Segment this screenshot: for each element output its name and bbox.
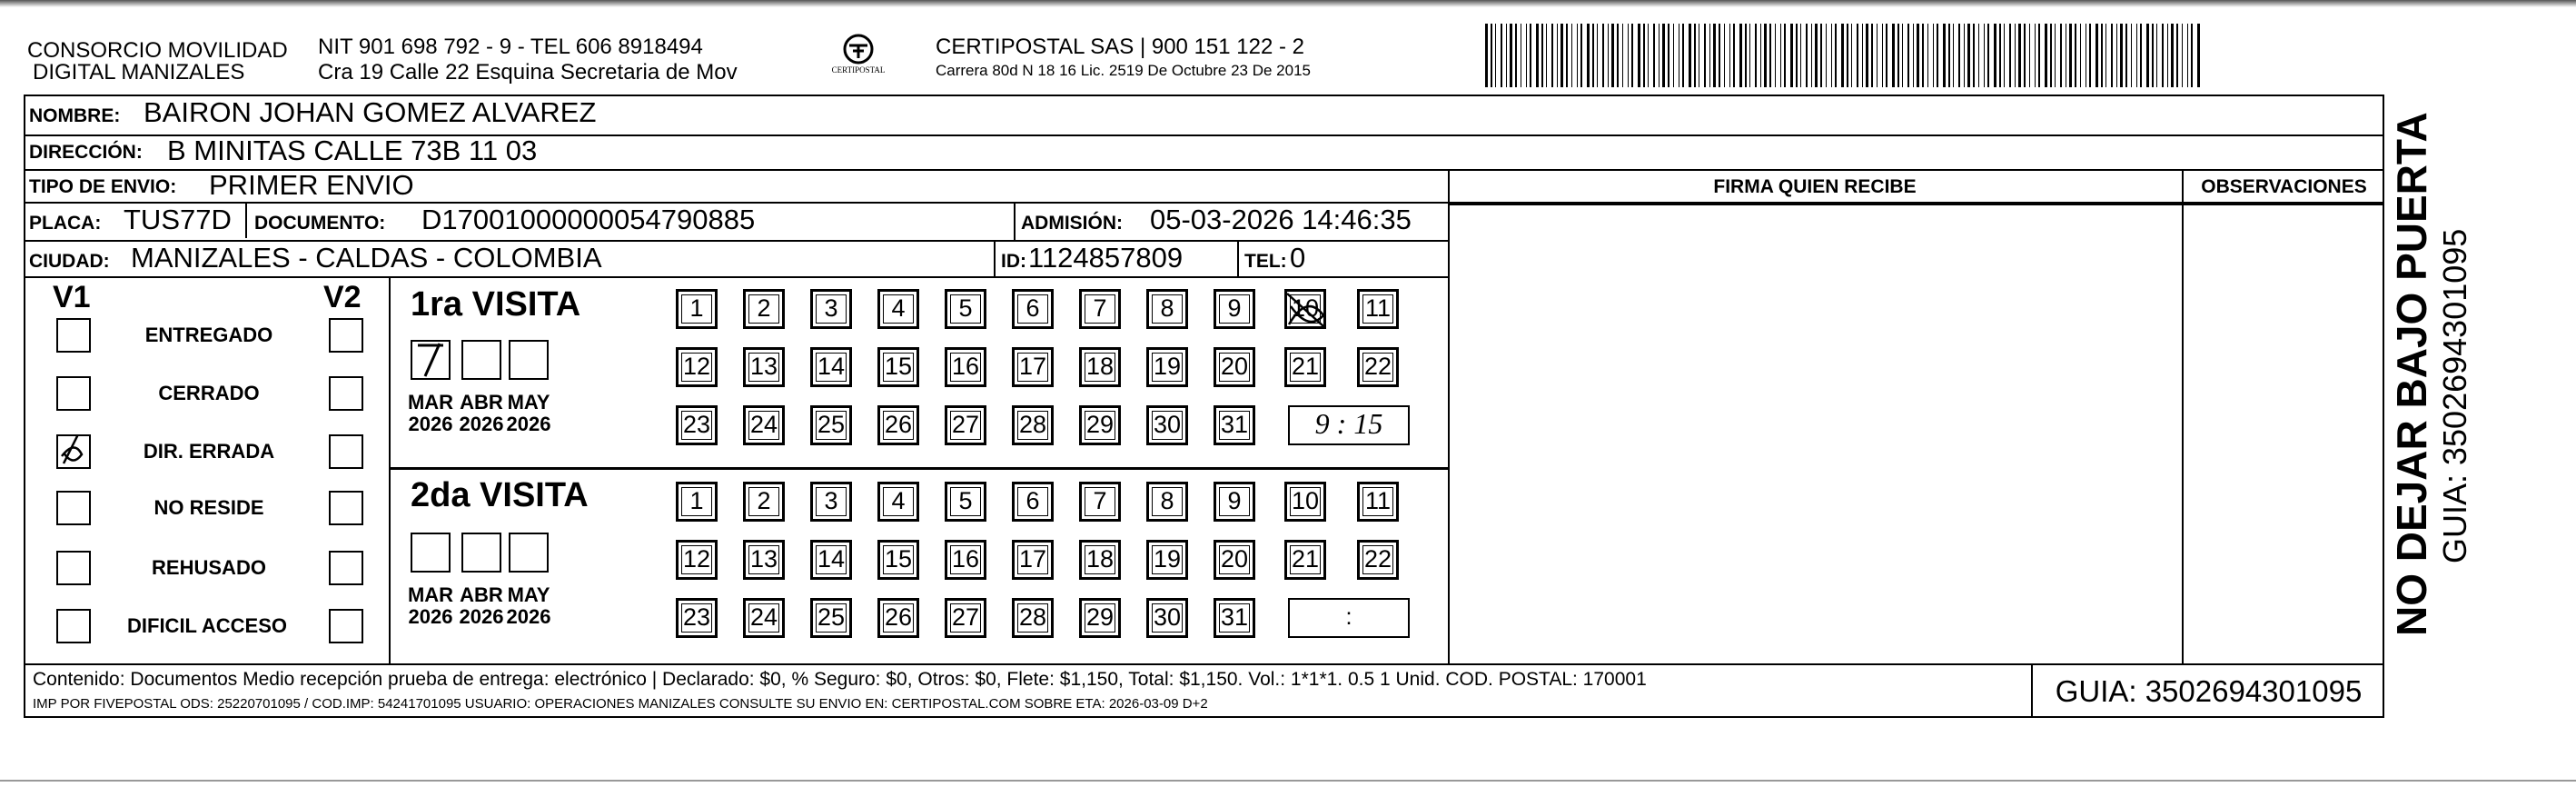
v1-checkbox[interactable]: [56, 376, 91, 411]
id-label: ID:: [1001, 251, 1026, 272]
day-number: 25: [817, 603, 846, 631]
day-box[interactable]: [743, 540, 785, 580]
certipostal-logo: [822, 33, 895, 85]
logo-text: CERTIPOSTAL: [831, 65, 886, 75]
day-box[interactable]: [1357, 347, 1399, 387]
day-number: 13: [749, 545, 778, 573]
day-box[interactable]: [1146, 540, 1188, 580]
day-box[interactable]: [1012, 347, 1054, 387]
day-box[interactable]: [1284, 347, 1326, 387]
v1-checkbox[interactable]: [56, 609, 91, 643]
day-box[interactable]: [945, 347, 986, 387]
day-box[interactable]: [1146, 598, 1188, 638]
day-box[interactable]: [810, 482, 852, 522]
month-label: MAY: [507, 391, 550, 413]
day-number: 10: [1291, 487, 1320, 514]
tel-value: 0: [1290, 242, 1306, 274]
year-label: 2026: [408, 605, 453, 628]
day-box[interactable]: [1079, 482, 1121, 522]
day-box[interactable]: [945, 540, 986, 580]
direccion-row: [24, 134, 2384, 171]
page-bottom-edge: [0, 780, 2576, 782]
day-number: 26: [884, 603, 913, 631]
day-box[interactable]: [1214, 598, 1255, 638]
v2-checkbox[interactable]: [329, 318, 363, 353]
day-number: 27: [951, 411, 980, 438]
admision-label: ADMISIÓN:: [1021, 213, 1123, 234]
day-box[interactable]: [1012, 405, 1054, 445]
time-box[interactable]: :: [1288, 598, 1410, 638]
day-box[interactable]: [1079, 598, 1121, 638]
day-number: 7: [1093, 294, 1107, 322]
firma-header: FIRMA QUIEN RECIBE: [1713, 176, 1917, 197]
day-box[interactable]: [810, 347, 852, 387]
address-line: Cra 19 Calle 22 Esquina Secretaria de Mov: [318, 60, 738, 85]
footer-imp: IMP POR FIVEPOSTAL ODS: 25220701095 / COD.IMP: 54241701095 USUARIO: OPERACIONES MANIZALES CONSULTE SU ENVIO EN: CERTIPOSTAL.COM SOBRE ETA: 2026-03-09 D+2: [33, 696, 1208, 712]
day-box[interactable]: [810, 598, 852, 638]
day-number: 2: [757, 487, 771, 514]
day-box[interactable]: [1012, 598, 1054, 638]
day-box[interactable]: [1214, 347, 1255, 387]
day-box[interactable]: [1012, 482, 1054, 522]
day-box[interactable]: [676, 482, 718, 522]
day-box[interactable]: [1284, 289, 1326, 329]
day-box[interactable]: [1284, 482, 1326, 522]
day-box[interactable]: [1079, 540, 1121, 580]
day-number: 17: [1018, 545, 1047, 573]
day-number: 1: [689, 487, 704, 514]
day-number: 31: [1220, 603, 1249, 631]
day-box[interactable]: [945, 598, 986, 638]
day-number: 22: [1363, 353, 1392, 380]
day-box[interactable]: [810, 289, 852, 329]
day-box[interactable]: [810, 405, 852, 445]
direccion-label: DIRECCIÓN:: [29, 142, 143, 163]
day-number: 6: [1025, 487, 1040, 514]
placa-label: PLACA:: [29, 213, 102, 234]
day-box[interactable]: [1357, 482, 1399, 522]
visit1-title: 1ra VISITA: [411, 285, 581, 324]
placa-value: TUS77D: [124, 204, 232, 235]
day-box[interactable]: [877, 598, 919, 638]
day-box[interactable]: [1079, 289, 1121, 329]
id-value: 1124857809: [1028, 242, 1184, 274]
month-checkbox[interactable]: [411, 340, 451, 380]
tel-label: TEL:: [1244, 251, 1287, 272]
side-guia: GUIA: 3502694301095: [2436, 228, 2473, 563]
placa-divider: [245, 204, 247, 238]
day-box[interactable]: [1214, 482, 1255, 522]
v2-checkbox[interactable]: [329, 376, 363, 411]
day-number: 22: [1363, 545, 1392, 573]
nombre-label: NOMBRE:: [29, 105, 121, 126]
day-number: 3: [824, 294, 838, 322]
nombre-row: [24, 95, 2384, 136]
day-number: 8: [1160, 487, 1174, 514]
day-number: 24: [749, 411, 778, 438]
day-box[interactable]: [1214, 540, 1255, 580]
day-box[interactable]: [676, 540, 718, 580]
id-divider: [994, 240, 996, 276]
day-number: 16: [951, 545, 980, 573]
v2-checkbox[interactable]: [329, 491, 363, 525]
day-number: 5: [958, 487, 973, 514]
day-number: 23: [682, 603, 711, 631]
day-number: 4: [891, 487, 906, 514]
month-checkbox[interactable]: [461, 340, 501, 380]
month-label: MAR: [407, 391, 454, 413]
right-header-underline: [1448, 204, 2384, 205]
day-number: 24: [749, 603, 778, 631]
day-number: 11: [1364, 294, 1392, 322]
day-number: 5: [958, 294, 973, 322]
day-number: 11: [1364, 487, 1392, 514]
day-box[interactable]: [810, 540, 852, 580]
outcome-label: CERRADO: [158, 382, 260, 404]
year-label: 2026: [506, 605, 551, 628]
day-box[interactable]: [743, 598, 785, 638]
scan-top-edge: [0, 0, 2576, 7]
day-number: 8: [1160, 294, 1174, 322]
day-box[interactable]: [676, 405, 718, 445]
day-number: 14: [817, 353, 846, 380]
day-box[interactable]: [1146, 347, 1188, 387]
day-number: 2: [757, 294, 771, 322]
outcome-label: ENTREGADO: [144, 324, 273, 346]
day-box[interactable]: [1214, 289, 1255, 329]
day-number: 31: [1220, 411, 1249, 438]
day-number: 30: [1153, 411, 1182, 438]
month-checkbox[interactable]: [461, 533, 501, 573]
day-number: 12: [682, 353, 711, 380]
v2-label: V2: [323, 280, 362, 314]
day-number: 15: [884, 545, 913, 573]
admision-divider: [1014, 204, 1016, 240]
day-box[interactable]: [1079, 347, 1121, 387]
day-number: 6: [1025, 294, 1040, 322]
tipo-envio-value: PRIMER ENVIO: [209, 169, 414, 201]
consortium-name-line1: CONSORCIO MOVILIDAD: [27, 38, 288, 63]
day-number: 16: [951, 353, 980, 380]
day-number: 18: [1085, 545, 1115, 573]
month-checkbox[interactable]: [509, 340, 549, 380]
v1-checkbox[interactable]: [56, 491, 91, 525]
direccion-value: B MINITAS CALLE 73B 11 03: [167, 134, 538, 166]
day-box[interactable]: [676, 289, 718, 329]
tipo-envio-label: TIPO DE ENVIO:: [29, 176, 177, 197]
day-box[interactable]: [676, 347, 718, 387]
year-label: 2026: [408, 413, 453, 435]
day-number: 20: [1220, 545, 1249, 573]
day-box[interactable]: [1146, 482, 1188, 522]
day-box[interactable]: [945, 405, 986, 445]
day-number: 23: [682, 411, 711, 438]
day-box[interactable]: [1284, 540, 1326, 580]
day-number: 7: [1093, 487, 1107, 514]
barcode: [1485, 24, 2207, 87]
day-box[interactable]: [1357, 289, 1399, 329]
day-box[interactable]: [1146, 289, 1188, 329]
footer-guia: GUIA: 3502694301095: [2055, 674, 2363, 708]
day-box[interactable]: [945, 289, 986, 329]
documento-value: D17001000000054790885: [421, 204, 756, 235]
placa-row: [24, 202, 1450, 242]
month-checkbox[interactable]: [509, 533, 549, 573]
day-number: 18: [1085, 353, 1115, 380]
year-label: 2026: [459, 413, 504, 435]
day-number: 19: [1153, 545, 1182, 573]
day-number: 9: [1227, 487, 1242, 514]
day-box[interactable]: [743, 482, 785, 522]
day-number: 14: [817, 545, 846, 573]
outcome-label: DIFICIL ACCESO: [127, 614, 288, 637]
nit-line: NIT 901 698 792 - 9 - TEL 606 8918494: [318, 35, 703, 59]
outcome-label: REHUSADO: [152, 556, 266, 579]
month-label: MAR: [407, 583, 454, 606]
documento-label: DOCUMENTO:: [254, 213, 386, 234]
certipostal-license: Carrera 80d N 18 16 Lic. 2519 De Octubre 23 De 2015: [936, 62, 1311, 79]
day-box[interactable]: [1012, 289, 1054, 329]
outcome-label: DIR. ERRADA: [143, 440, 275, 463]
outcome-label: NO RESIDE: [154, 496, 264, 519]
day-box[interactable]: [743, 347, 785, 387]
day-box[interactable]: [877, 289, 919, 329]
day-number: 29: [1085, 411, 1115, 438]
day-box[interactable]: [877, 405, 919, 445]
day-number: 26: [884, 411, 913, 438]
v1-label: V1: [53, 280, 91, 314]
admision-value: 05-03-2026 14:46:35: [1150, 204, 1412, 235]
day-number: 1: [689, 294, 704, 322]
footer-guia-box: [2031, 665, 2384, 718]
ciudad-label: CIUDAD:: [29, 251, 110, 272]
observaciones-column-divider: [2182, 169, 2184, 664]
consortium-name-line2: DIGITAL MANIZALES: [33, 60, 245, 85]
day-number: 20: [1220, 353, 1249, 380]
nombre-value: BAIRON JOHAN GOMEZ ALVAREZ: [144, 96, 597, 128]
visit-divider-vertical: [389, 276, 391, 664]
day-number: 15: [884, 353, 913, 380]
tel-divider: [1237, 240, 1239, 276]
day-box[interactable]: [1357, 540, 1399, 580]
day-number: 28: [1018, 411, 1047, 438]
no-dejar-bajo-puerta: NO DEJAR BAJO PUERTA: [2388, 112, 2435, 636]
certipostal-info: CERTIPOSTAL SAS | 900 151 122 - 2: [936, 35, 1304, 59]
ciudad-row: [24, 240, 1450, 278]
day-box[interactable]: [1012, 540, 1054, 580]
month-label: ABR: [460, 583, 503, 606]
day-number: 21: [1291, 353, 1320, 380]
observaciones-header: OBSERVACIONES: [2201, 176, 2367, 197]
day-box[interactable]: [743, 289, 785, 329]
day-box[interactable]: [877, 482, 919, 522]
day-box[interactable]: [1146, 405, 1188, 445]
v1-checkbox[interactable]: [56, 318, 91, 353]
day-number: 27: [951, 603, 980, 631]
day-number: 12: [682, 545, 711, 573]
day-box[interactable]: [743, 405, 785, 445]
day-box[interactable]: [676, 598, 718, 638]
day-number: 3: [824, 487, 838, 514]
day-number: 17: [1018, 353, 1047, 380]
v1-checkbox[interactable]: [56, 434, 91, 469]
month-label: ABR: [460, 391, 503, 413]
day-number: 13: [749, 353, 778, 380]
day-box[interactable]: [945, 482, 986, 522]
day-box[interactable]: [877, 347, 919, 387]
day-number: 10: [1291, 294, 1320, 322]
footer-contenido: Contenido: Documentos Medio recepción prueba de entrega: electrónico | Declarado: $0, % Seguro: $0, Otros: $0, Flete: $1,150, Total: $1,150. Vol.: 1*1*1. 0.5 1 Unid. COD. POSTAL: 170001: [33, 669, 1647, 690]
day-number: 28: [1018, 603, 1047, 631]
v1-checkbox[interactable]: [56, 551, 91, 585]
v2-checkbox[interactable]: [329, 434, 363, 469]
day-box[interactable]: [1214, 405, 1255, 445]
visit2-title: 2da VISITA: [411, 476, 589, 514]
time-box[interactable]: 9 : 15: [1288, 405, 1410, 445]
day-box[interactable]: [1079, 405, 1121, 445]
day-number: 19: [1153, 353, 1182, 380]
month-checkbox[interactable]: [411, 533, 451, 573]
year-label: 2026: [506, 413, 551, 435]
ciudad-value: MANIZALES - CALDAS - COLOMBIA: [131, 242, 602, 274]
day-number: 29: [1085, 603, 1115, 631]
day-box[interactable]: [877, 540, 919, 580]
day-number: 4: [891, 294, 906, 322]
day-number: 21: [1291, 545, 1320, 573]
v2-checkbox[interactable]: [329, 609, 363, 643]
day-number: 25: [817, 411, 846, 438]
day-number: 30: [1153, 603, 1182, 631]
year-label: 2026: [459, 605, 504, 628]
day-number: 9: [1227, 294, 1242, 322]
month-label: MAY: [507, 583, 550, 606]
day-mark: [1283, 288, 1329, 342]
v2-checkbox[interactable]: [329, 551, 363, 585]
visit-divider-horizontal: [389, 467, 1450, 470]
